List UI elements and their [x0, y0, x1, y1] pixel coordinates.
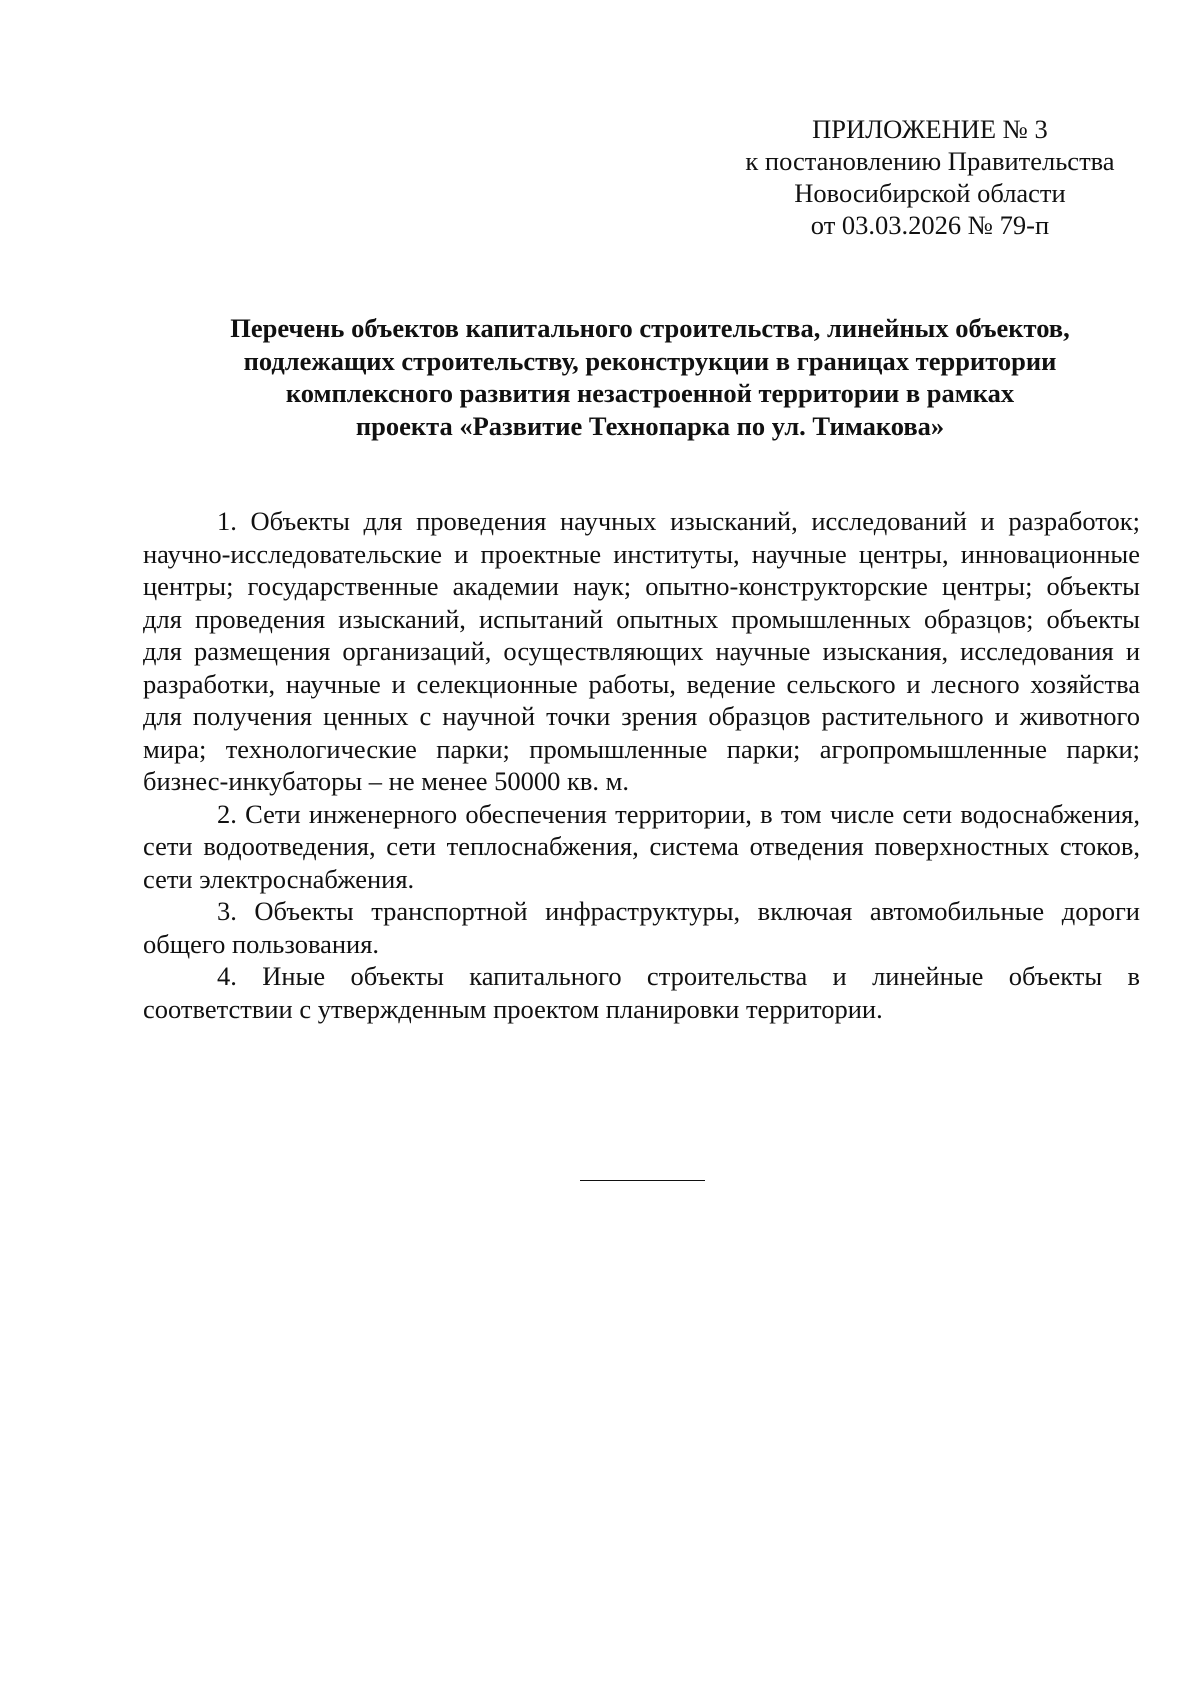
title-line: подлежащих строительству, реконструкции в границах территории — [243, 345, 1057, 376]
appendix-reference: к постановлению Правительства — [745, 146, 1115, 176]
document-title — [120, 312, 1180, 442]
end-divider — [580, 1180, 705, 1181]
title-line: Перечень объектов капитального строительства, линейных объектов, — [230, 313, 1070, 343]
appendix-date-number: от 03.03.2026 № 79-п — [810, 210, 1050, 240]
title-line: проекта «Развитие Технопарка по ул. Тимакова» — [355, 410, 945, 441]
appendix-number: ПРИЛОЖЕНИЕ № 3 — [812, 114, 1048, 144]
appendix-header — [730, 113, 1130, 241]
list-item: 3. Объекты транспортной инфраструктуры, включая автомобильные дороги общего пользования. — [143, 896, 1140, 959]
list-item: 4. Иные объекты капитального строительства и линейные объекты в соответствии с утвержденным проектом планировки территории. — [143, 961, 1140, 1024]
list-item: 2. Сети инженерного обеспечения территории, в том числе сети водоснабжения, сети водоотведения, сети теплоснабжения, система отведения поверхностных стоков, сети электроснабжения. — [143, 798, 1140, 894]
list-item: 1. Объекты для проведения научных изысканий, исследований и разработок; научно-исследовательские и проектные институты, научные центры, инновационные центры; государственные академии наук; опытно-конструкторские центры; объекты для проведения изысканий, испытаний опытных промышленных образцов; объекты для размещения организаций, осуществляющих научные изыскания, исследования и разработки, научные и селекционные работы, ведение сельского и лесного хозяйства для получения ценных с научной точки зрения образцов растительного и животного мира; технологические парки; промышленные парки; агропромышленные парки; бизнес-инкубаторы – не менее 50000 кв. м. — [143, 506, 1140, 796]
document-body — [143, 505, 1140, 1025]
title-line: комплексного развития незастроенной территории в рамках — [285, 378, 1015, 408]
appendix-region: Новосибирской области — [794, 178, 1066, 208]
